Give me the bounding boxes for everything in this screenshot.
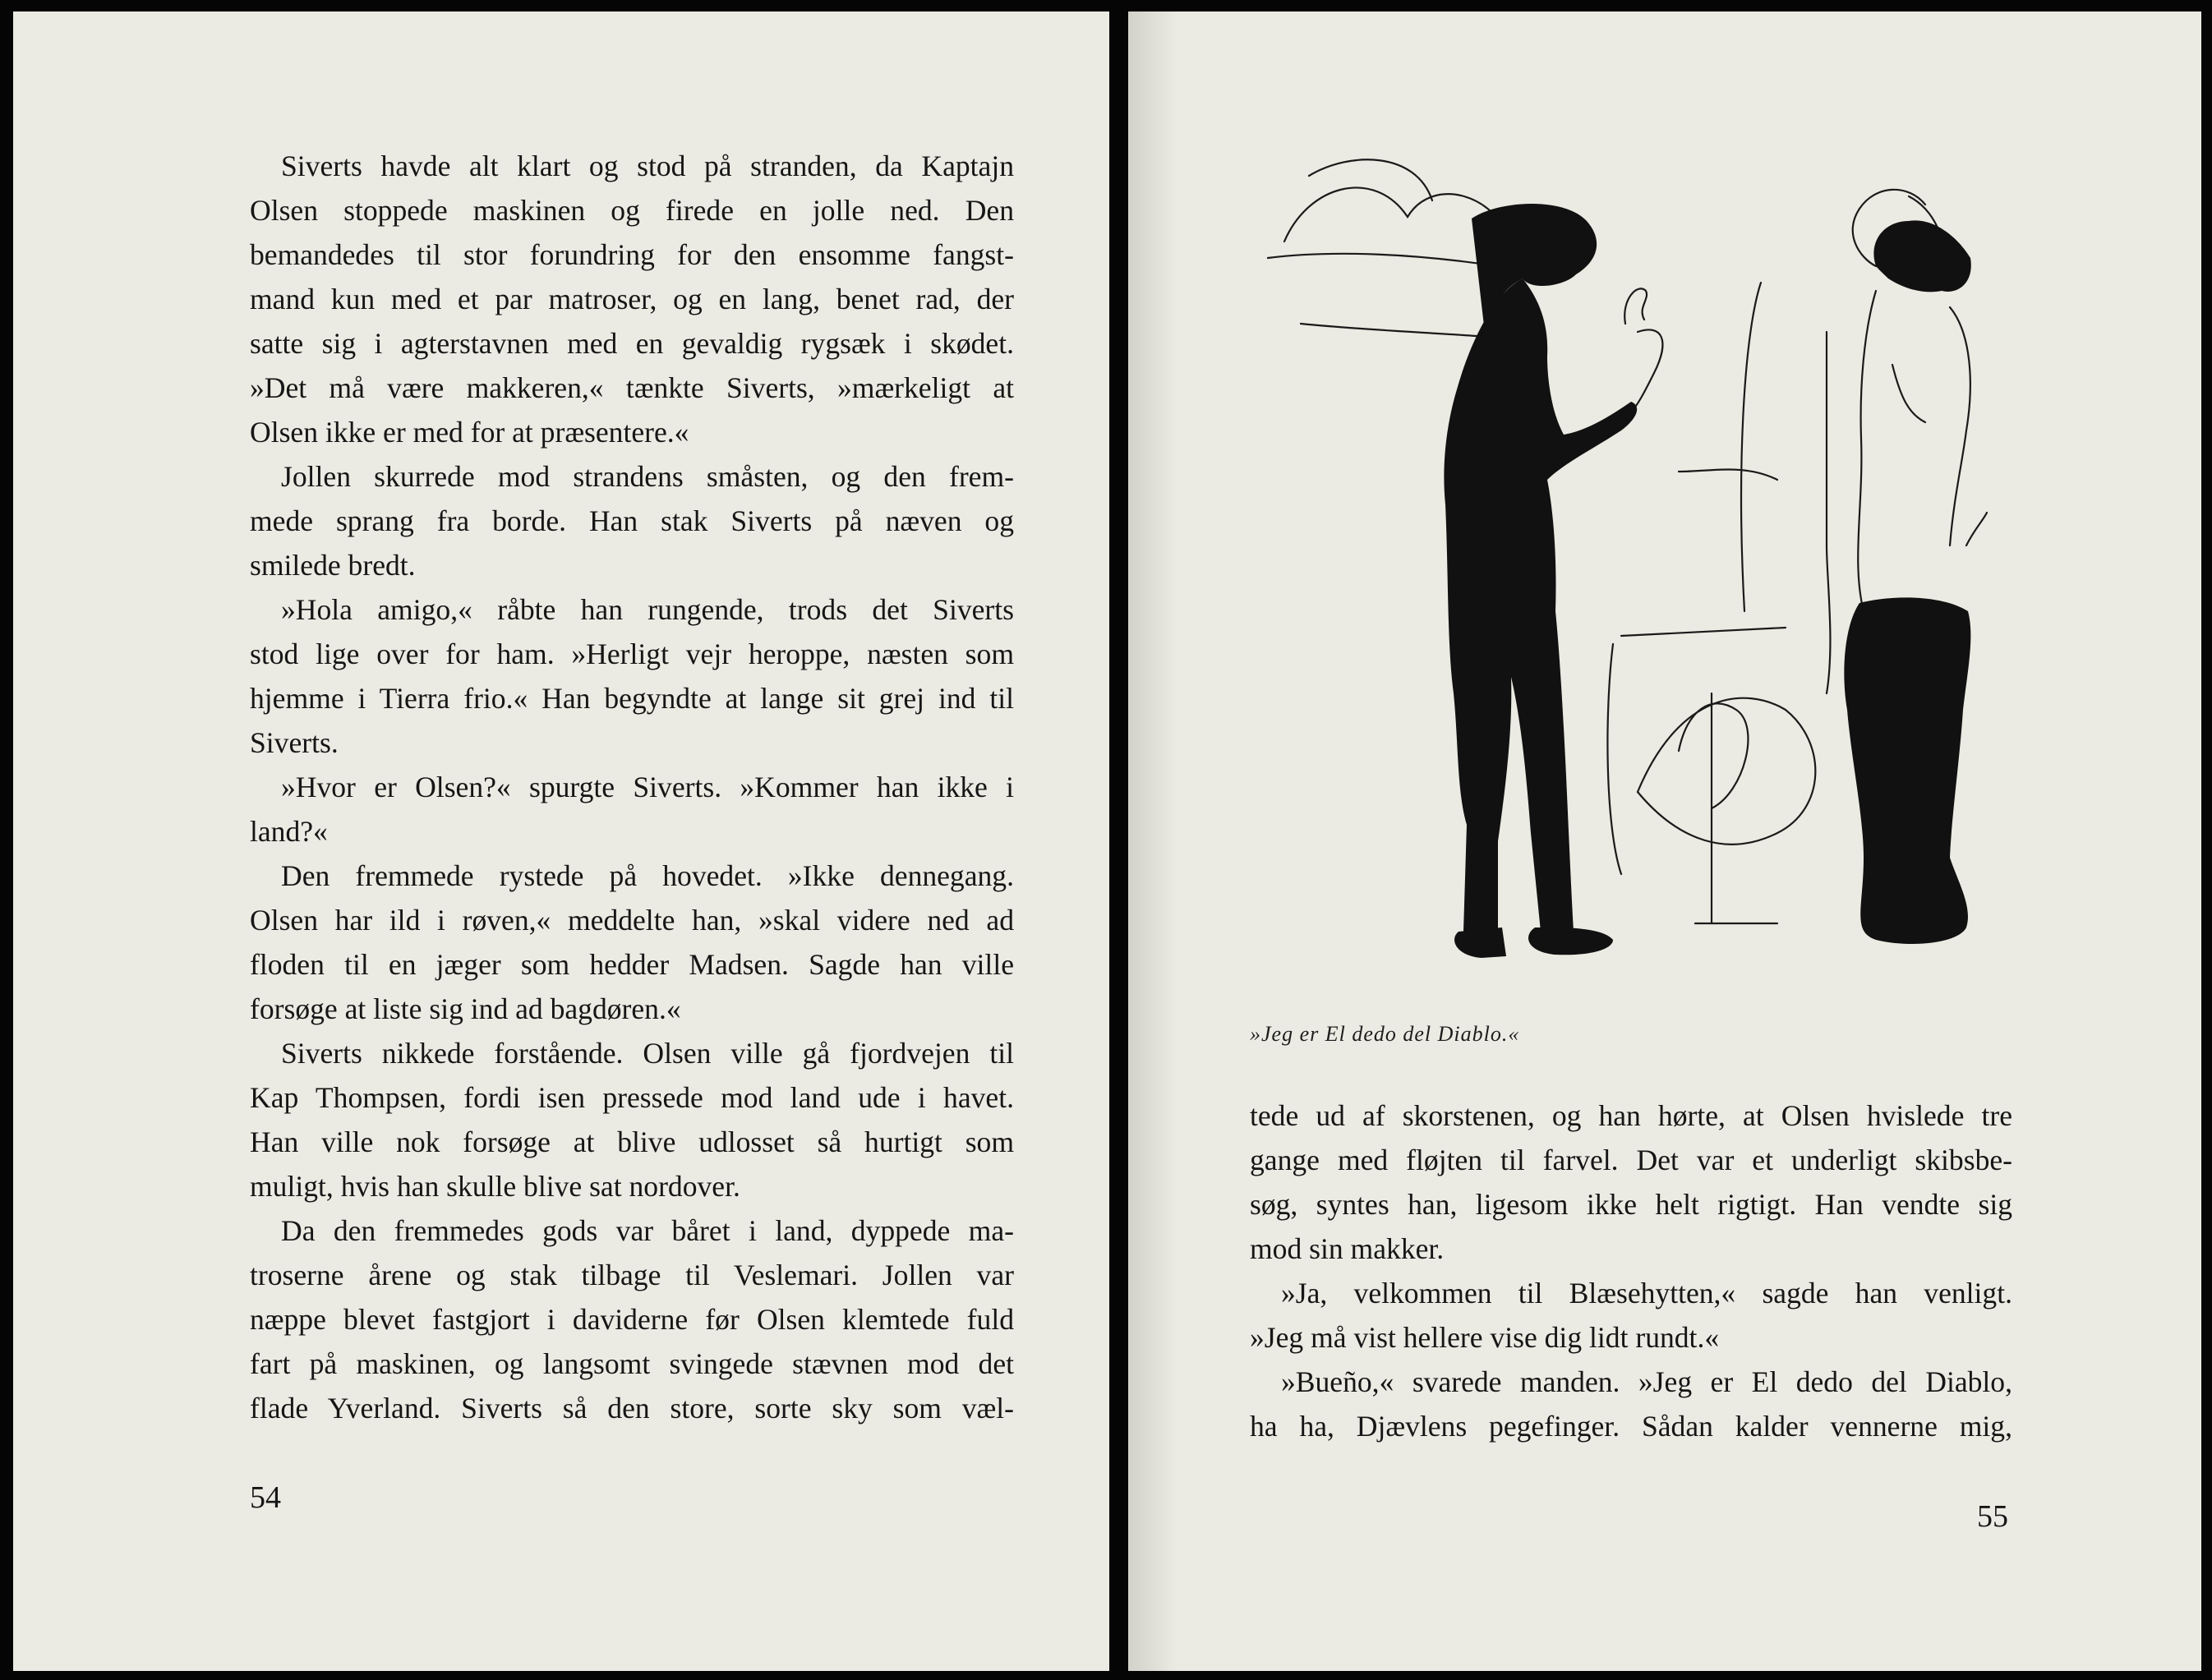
text-line: mand kun med et par matroser, og en lang, benet rad, der [250,283,1014,315]
right-book-page [1128,12,2201,1671]
text-line: satte sig i agterstavnen med en gevaldig rygsæk i skødet. [250,327,1014,360]
text-line: Jollen skurrede mod strandens småsten, og den frem- [281,460,1014,493]
right-page-text [1250,1093,2012,1448]
text-line: smilede bredt. [250,549,416,582]
ink-drawing-two-men-icon [1251,118,2024,1006]
text-line: floden til en jæger som hedder Madsen. Sagde han ville [250,948,1014,981]
text-line: tede ud af skorstenen, og han hørte, at Olsen hvislede tre [1250,1099,2012,1132]
text-line: flade Yverland. Siverts så den store, sorte sky som væl- [250,1392,1014,1425]
text-line: »Det må være makkeren,« tænkte Siverts, »mærkeligt at [250,371,1014,404]
text-line: hjemme i Tierra frio.« Han begyndte at lange sit grej ind til [250,682,1014,715]
illustration-caption: »Jeg er El dedo del Diablo.« [1250,1022,1520,1046]
text-line: mod sin makker. [1250,1232,1445,1265]
left-book-page [13,12,1109,1671]
text-line: stod lige over for ham. »Herligt vejr heroppe, næsten som [250,637,1014,670]
text-line: »Hola amigo,« råbte han rungende, trods det Siverts [281,593,1014,626]
text-line: ha ha, Djævlens pegefinger. Sådan kalder vennerne mig, [1250,1410,2012,1443]
text-line: land?« [250,815,328,848]
text-line: Siverts nikkede forstående. Olsen ville gå fjordvejen til [281,1037,1014,1070]
text-line: fart på maskinen, og langsomt svingede stævnen mod det [250,1347,1014,1380]
text-line: troserne årene og stak tilbage til Veslemari. Jollen var [250,1259,1014,1291]
text-line: muligt, hvis han skulle blive sat nordover. [250,1170,740,1203]
text-line: Han ville nok forsøge at blive udlosset så hurtigt som [250,1125,1014,1158]
text-line: gange med fløjten til farvel. Det var et underligt skibsbe- [1250,1144,2012,1176]
gutter-shadow [1128,12,1177,1671]
text-line: næppe blevet fastgjort i daviderne før Olsen klemtede fuld [250,1303,1014,1336]
text-line: Kap Thompsen, fordi isen pressede mod land ude i havet. [250,1081,1014,1114]
text-line: bemandedes til stor forundring for den ensomme fangst- [250,238,1014,271]
text-line: forsøge at liste sig ind ad bagdøren.« [250,992,681,1025]
text-line: Olsen stoppede maskinen og firede en jolle ned. Den [250,194,1014,227]
text-line: »Ja, velkommen til Blæsehytten,« sagde han venligt. [1281,1277,2012,1309]
text-line: »Hvor er Olsen?« spurgte Siverts. »Kommer han ikke i [281,771,1014,803]
page-number: 55 [1977,1499,2008,1534]
text-line: Olsen ikke er med for at præsentere.« [250,416,689,449]
text-line: »Bueño,« svarede manden. »Jeg er El dedo del Diablo, [1281,1365,2012,1398]
text-line: Olsen har ild i røven,« meddelte han, »skal videre ned ad [250,904,1014,937]
text-line: mede sprang fra borde. Han stak Siverts på næven og [250,504,1014,537]
text-line: Siverts havde alt klart og stod på stranden, da Kaptajn [281,150,1014,182]
page-number: 54 [250,1480,281,1515]
text-line: Siverts. [250,726,339,759]
text-line: »Jeg må vist hellere vise dig lidt rundt.« [1250,1321,1720,1354]
text-line: Da den fremmedes gods var båret i land, dyppede ma- [281,1214,1014,1247]
text-line: Den fremmede rystede på hovedet. »Ikke dennegang. [281,859,1014,892]
text-line: søg, syntes han, ligesom ikke helt rigtigt. Han vendte sig [1250,1188,2012,1221]
left-page-text [250,144,1014,1430]
